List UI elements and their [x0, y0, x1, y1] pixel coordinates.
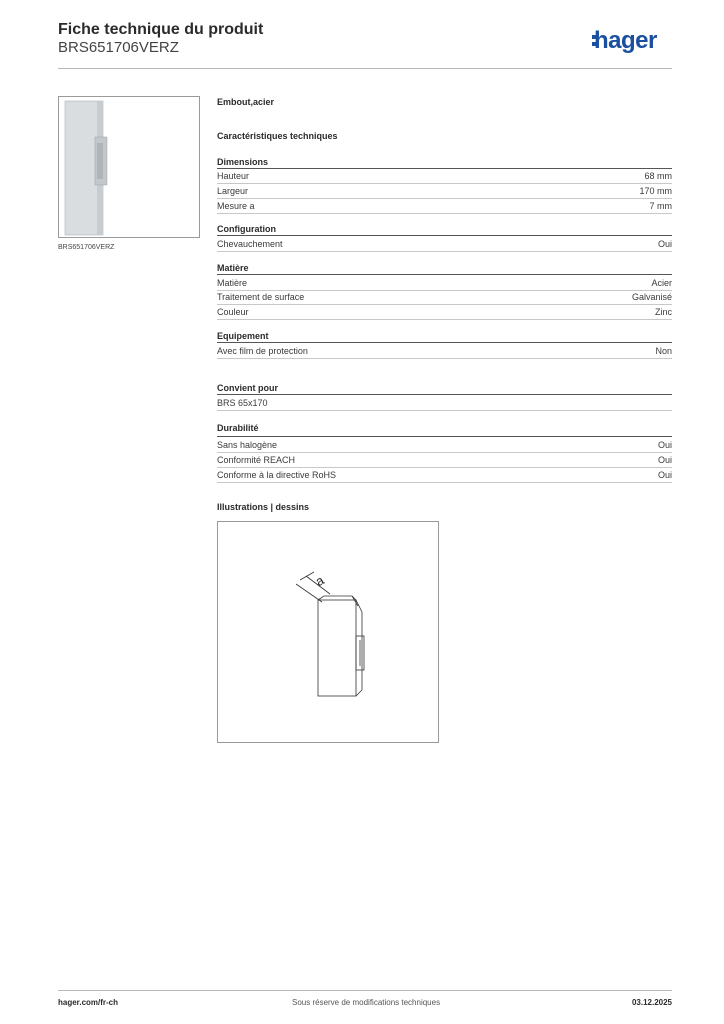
spec-label: Largeur	[217, 186, 249, 196]
section-divider	[217, 168, 672, 169]
section-divider	[217, 274, 672, 275]
product-reference: BRS651706VERZ	[58, 39, 179, 56]
section-divider	[217, 342, 672, 343]
spec-value: Acier	[651, 278, 672, 288]
spec-label: Sans halogène	[217, 440, 278, 450]
spec-label: Mesure a	[217, 201, 255, 211]
row-divider	[217, 213, 672, 214]
row-divider	[217, 319, 672, 320]
technical-drawing	[218, 522, 438, 742]
product-image	[59, 97, 199, 237]
spec-value: 170 mm	[639, 186, 672, 196]
spec-label: Conforme à la directive RoHS	[217, 470, 337, 480]
section-title-configuration: Configuration	[217, 224, 276, 234]
row-divider	[217, 410, 672, 411]
technical-drawing-frame	[217, 521, 439, 743]
spec-label: Chevauchement	[217, 239, 283, 249]
row-divider	[217, 482, 672, 483]
section-divider	[217, 235, 672, 236]
section-title-equipement: Equipement	[217, 331, 269, 341]
characteristics-heading: Caractéristiques techniques	[217, 131, 338, 141]
spec-label: Couleur	[217, 307, 249, 317]
row-divider	[217, 251, 672, 252]
spec-label: Matière	[217, 278, 248, 288]
product-image-caption: BRS651706VERZ	[58, 244, 115, 251]
section-title-dimensions: Dimensions	[217, 157, 269, 167]
section-title-convient: Convient pour	[217, 383, 278, 393]
header-divider	[58, 68, 672, 69]
hager-logo: hager	[594, 27, 657, 54]
row-divider	[217, 467, 672, 468]
spec-label: Traitement de surface	[217, 292, 305, 302]
product-image-frame	[58, 96, 200, 238]
spec-value: Oui	[657, 239, 672, 249]
footer-website[interactable]: hager.com/fr-ch	[58, 998, 119, 1007]
footer-date: 03.12.2025	[631, 998, 672, 1007]
section-divider	[217, 394, 672, 395]
row-divider	[217, 183, 672, 184]
spec-label: Avec film de protection	[217, 346, 308, 356]
spec-value: Galvanisé	[631, 292, 672, 302]
illustrations-heading: Illustrations | dessins	[217, 502, 310, 512]
spec-value: 68 mm	[644, 171, 672, 181]
spec-value: Non	[655, 346, 672, 356]
row-divider	[217, 358, 672, 359]
section-title-matiere: Matière	[217, 263, 249, 273]
row-divider	[217, 290, 672, 291]
spec-value: Oui	[657, 440, 672, 450]
spec-value: 7 mm	[649, 201, 672, 211]
spec-value: Zinc	[654, 307, 672, 317]
spec-label: Conformité REACH	[217, 455, 296, 465]
row-divider	[217, 304, 672, 305]
spec-value: Oui	[657, 470, 672, 480]
spec-value: Oui	[657, 455, 672, 465]
footer-disclaimer: Sous réserve de modifications techniques	[292, 998, 441, 1007]
spec-label: BRS 65x170	[217, 398, 268, 408]
section-divider	[217, 436, 672, 437]
spec-label: Hauteur	[217, 171, 250, 181]
row-divider	[217, 198, 672, 199]
page-title: Fiche technique du produit	[58, 21, 264, 38]
section-title-durabilite: Durabilité	[217, 423, 259, 433]
product-name: Embout,acier	[217, 97, 275, 107]
row-divider	[217, 452, 672, 453]
dimension-label-a: a	[312, 572, 327, 590]
footer-divider	[58, 990, 672, 991]
